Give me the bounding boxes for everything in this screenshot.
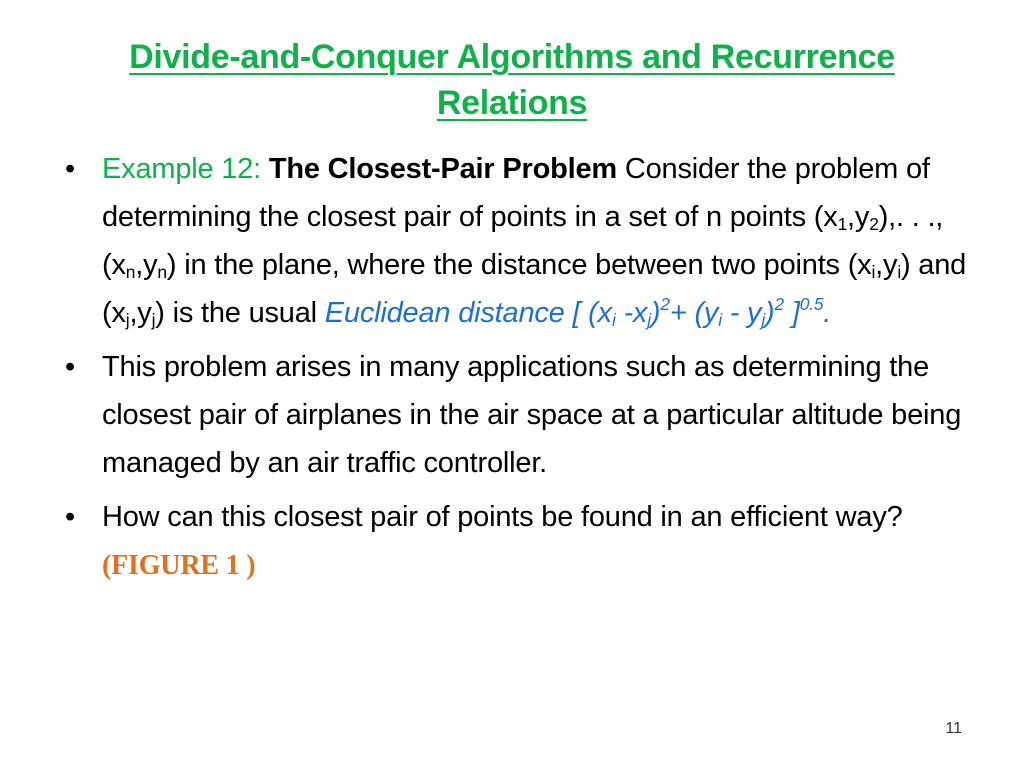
text-run: ) in the plane, where the distance between two points (x [166,249,872,281]
text-run: Consider the problem of determining the closest pair of points in a set of n points (x [102,153,930,233]
formula-superscript: 2 [774,294,784,314]
formula-text: + (y [669,297,719,329]
formula-superscript: 0.5 [799,294,824,314]
text-run: ,y [875,249,898,281]
formula-text: Euclidean distance [ (x [324,297,612,329]
bullet-item-question [58,493,978,590]
subscript: j [151,310,156,330]
slide-content [58,145,978,596]
formula-subscript: i [611,310,616,330]
formula-superscript: 2 [660,294,670,314]
text-run: ) is the usual [155,297,325,329]
formula-subscript: i [718,310,722,330]
subscript: 1 [837,214,848,234]
subscript: n [157,262,167,282]
bullet-icon: • [65,501,75,533]
euclidean-formula [324,294,832,330]
figure-reference: (FIGURE 1 ) [102,550,256,581]
formula-subscript: j [647,310,651,330]
formula-text: -x [615,297,648,329]
subscript: i [871,262,876,282]
text-run: ),. . ., (x [102,201,944,281]
title-line-2: Relations [436,84,588,122]
example-label: Example 12: [102,153,269,185]
bullet-icon: • [65,351,75,383]
subscript: i [897,262,901,282]
formula-text: ] [784,297,800,329]
slide-title [40,34,984,126]
formula-text: . [823,297,832,329]
applications-text: This problem arises in many applications such as determining the closest pair of airplanes in the air space at a particular altitude being managed by an air traffic controller. [102,351,962,479]
text-run: ,y [847,201,870,233]
text-run: ,y [129,297,152,329]
subscript: 2 [869,214,879,234]
subscript: j [125,310,130,330]
formula-text: ) [765,297,775,329]
bullet-icon: • [65,153,75,185]
bullet-item-example [58,145,978,337]
question-text: How can this closest pair of points be found in an efficient way? [102,501,903,533]
problem-heading: The Closest-Pair Problem [268,153,617,185]
formula-text: - y [721,297,762,329]
bullet-item-applications [58,343,978,487]
formula-text: ) [650,297,661,329]
formula-subscript: j [761,310,766,330]
title-line-1: Divide-and-Conquer Algorithms and Recurrence [129,38,895,76]
page-number: 11 [945,720,962,737]
text-run: ,y [135,249,158,281]
subscript: n [125,262,136,282]
text-run: ) and (x [102,249,967,329]
